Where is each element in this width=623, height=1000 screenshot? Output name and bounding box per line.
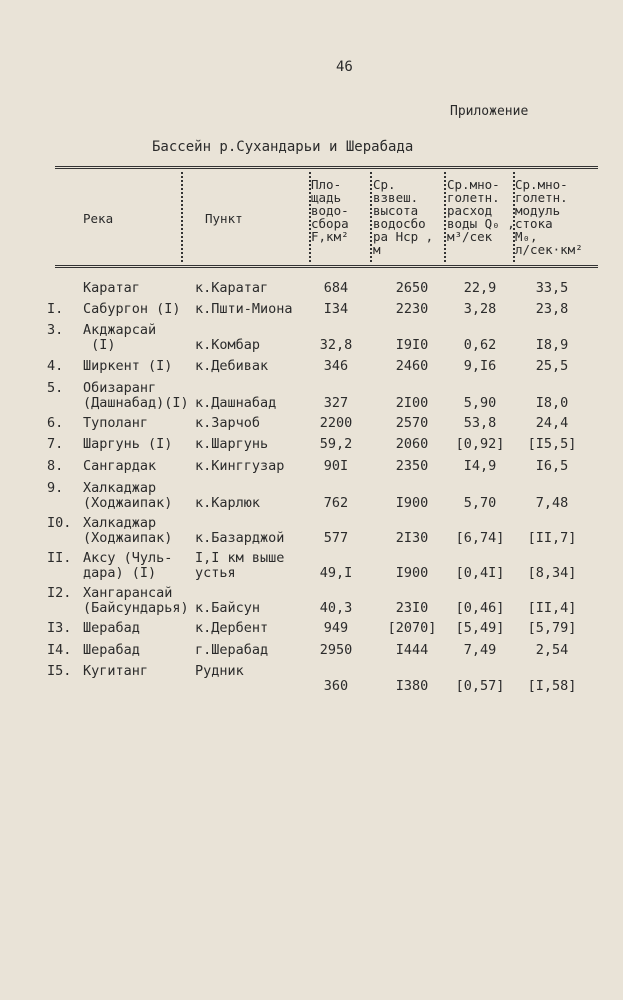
runoff-modulus: [II,7] bbox=[527, 530, 577, 546]
river-name: Шаргунь (I) bbox=[83, 436, 173, 452]
row-number: 3. bbox=[47, 322, 64, 338]
river-name: Сабургон (I) bbox=[83, 301, 181, 317]
mean-height: 2I30 bbox=[395, 530, 429, 546]
mean-discharge: [0,46] bbox=[455, 600, 505, 616]
gauge-point: к.Базарджой bbox=[195, 530, 285, 546]
mean-discharge: [5,49] bbox=[455, 620, 505, 636]
river-name: Шерабад bbox=[83, 620, 140, 636]
runoff-modulus: 7,48 bbox=[535, 495, 569, 511]
catchment-area: 684 bbox=[323, 280, 349, 296]
mean-height: 2350 bbox=[395, 458, 429, 474]
gauge-point: к.Байсун bbox=[195, 600, 261, 616]
runoff-modulus: 25,5 bbox=[535, 358, 569, 374]
catchment-area: 2200 bbox=[319, 415, 353, 431]
header-line: голетн. bbox=[447, 190, 500, 205]
mean-discharge: 22,9 bbox=[463, 280, 497, 296]
header-divider bbox=[513, 172, 515, 262]
header-height bbox=[373, 178, 433, 256]
row-number: 8. bbox=[47, 458, 64, 474]
header-line: водосбо bbox=[373, 216, 426, 231]
catchment-area: 2950 bbox=[319, 642, 353, 658]
row-number: 9. bbox=[47, 480, 64, 496]
mean-height: 2I00 bbox=[395, 395, 429, 411]
mean-height: 2460 bbox=[395, 358, 429, 374]
runoff-modulus: 2,54 bbox=[535, 642, 569, 658]
mean-discharge: 7,49 bbox=[463, 642, 497, 658]
row-number: I5. bbox=[47, 663, 72, 679]
header-line: M₀, bbox=[515, 229, 538, 244]
header-divider bbox=[370, 172, 372, 262]
catchment-area: 59,2 bbox=[319, 436, 353, 452]
mean-height: 2570 bbox=[395, 415, 429, 431]
catchment-area: 49,I bbox=[319, 565, 353, 581]
mean-height: 23I0 bbox=[395, 600, 429, 616]
river-name: Ширкент (I) bbox=[83, 358, 173, 374]
header-line: Пло- bbox=[311, 177, 342, 192]
catchment-area: 346 bbox=[323, 358, 349, 374]
mean-height: 2230 bbox=[395, 301, 429, 317]
header-line: водо- bbox=[311, 203, 349, 218]
header-line: голетн. bbox=[515, 190, 568, 205]
runoff-modulus: [II,4] bbox=[527, 600, 577, 616]
header-line: воды Q₀ , bbox=[447, 216, 515, 231]
row-number: I. bbox=[47, 301, 64, 317]
header-point: Пункт bbox=[205, 211, 243, 226]
gauge-point: к.Дербент bbox=[195, 620, 269, 636]
gauge-point: устья bbox=[195, 565, 236, 581]
river-name: Шерабад bbox=[83, 642, 140, 658]
header-line: Ср.мно- bbox=[515, 177, 568, 192]
header-line: модуль bbox=[515, 203, 561, 218]
runoff-modulus: 33,5 bbox=[535, 280, 569, 296]
mean-height: I900 bbox=[395, 565, 429, 581]
gauge-point: I,I км выше bbox=[195, 550, 285, 566]
river-name: (Ходжаипак) bbox=[83, 495, 173, 511]
mean-discharge: [0,92] bbox=[455, 436, 505, 452]
river-name: (Ходжаипак) bbox=[83, 530, 173, 546]
appendix-label: Приложение bbox=[450, 104, 529, 119]
row-number: I4. bbox=[47, 642, 72, 658]
header-area bbox=[311, 178, 349, 243]
mean-discharge: 5,70 bbox=[463, 495, 497, 511]
runoff-modulus: I6,5 bbox=[535, 458, 569, 474]
runoff-modulus: I8,0 bbox=[535, 395, 569, 411]
header-line: взвеш. bbox=[373, 190, 419, 205]
header-bottom-rule bbox=[55, 265, 598, 268]
river-name: Сангардак bbox=[83, 458, 157, 474]
runoff-modulus: 23,8 bbox=[535, 301, 569, 317]
mean-height: 2060 bbox=[395, 436, 429, 452]
gauge-point: к.Дебивак bbox=[195, 358, 269, 374]
row-number: 4. bbox=[47, 358, 64, 374]
river-name: Акджарсай bbox=[83, 322, 157, 338]
header-divider bbox=[181, 172, 183, 262]
catchment-area: 32,8 bbox=[319, 337, 353, 353]
gauge-point: к.Каратаг bbox=[195, 280, 269, 296]
row-number: I0. bbox=[47, 515, 72, 531]
mean-discharge: 9,I6 bbox=[463, 358, 497, 374]
header-line: м³/сек bbox=[447, 229, 493, 244]
catchment-area: 949 bbox=[323, 620, 349, 636]
gauge-point: Рудник bbox=[195, 663, 244, 679]
header-line: л/сек·км² bbox=[515, 242, 583, 257]
header-line: м bbox=[373, 242, 381, 257]
river-name: Туполанг bbox=[83, 415, 149, 431]
mean-height: I380 bbox=[395, 678, 429, 694]
catchment-area: 577 bbox=[323, 530, 349, 546]
header-line: сбора bbox=[311, 216, 349, 231]
page-number: 46 bbox=[336, 59, 353, 75]
runoff-modulus: [I,58] bbox=[527, 678, 577, 694]
mean-height: I9I0 bbox=[395, 337, 429, 353]
river-name: Хангарансай bbox=[83, 585, 173, 601]
mean-discharge: 53,8 bbox=[463, 415, 497, 431]
runoff-modulus: [I5,5] bbox=[527, 436, 577, 452]
river-name: Халкаджар bbox=[83, 515, 157, 531]
catchment-area: 762 bbox=[323, 495, 349, 511]
header-discharge bbox=[447, 178, 515, 243]
row-number: I2. bbox=[47, 585, 72, 601]
row-number: 7. bbox=[47, 436, 64, 452]
header-river: Река bbox=[83, 211, 114, 226]
mean-discharge: [0,57] bbox=[455, 678, 505, 694]
gauge-point: к.Комбар bbox=[195, 337, 261, 353]
row-number: 6. bbox=[47, 415, 64, 431]
gauge-point: к.Зарчоб bbox=[195, 415, 261, 431]
header-top-rule bbox=[55, 166, 598, 169]
runoff-modulus: [8,34] bbox=[527, 565, 577, 581]
mean-height: [2070] bbox=[387, 620, 437, 636]
gauge-point: к.Кинггузар bbox=[195, 458, 285, 474]
mean-discharge: [0,4I] bbox=[455, 565, 505, 581]
header-line: расход bbox=[447, 203, 493, 218]
gauge-point: к.Дашнабад bbox=[195, 395, 277, 411]
mean-height: I444 bbox=[395, 642, 429, 658]
river-name: Кугитанг bbox=[83, 663, 149, 679]
catchment-area: I34 bbox=[323, 301, 349, 317]
runoff-modulus: I8,9 bbox=[535, 337, 569, 353]
catchment-area: 360 bbox=[323, 678, 349, 694]
gauge-point: г.Шерабад bbox=[195, 642, 269, 658]
mean-discharge: 3,28 bbox=[463, 301, 497, 317]
header-line: F,км² bbox=[311, 229, 349, 244]
row-number: II. bbox=[47, 550, 72, 566]
row-number: I3. bbox=[47, 620, 72, 636]
row-number: 5. bbox=[47, 380, 64, 396]
header-line: Ср. bbox=[373, 177, 396, 192]
runoff-modulus: [5,79] bbox=[527, 620, 577, 636]
runoff-modulus: 24,4 bbox=[535, 415, 569, 431]
mean-discharge: 5,90 bbox=[463, 395, 497, 411]
mean-discharge: 0,62 bbox=[463, 337, 497, 353]
mean-discharge: I4,9 bbox=[463, 458, 497, 474]
gauge-point: к.Шаргунь bbox=[195, 436, 269, 452]
river-name: Каратаг bbox=[83, 280, 140, 296]
river-name: (I) bbox=[83, 337, 116, 353]
river-name: дара) (I) bbox=[83, 565, 157, 581]
gauge-point: к.Карлюк bbox=[195, 495, 261, 511]
catchment-area: 90I bbox=[323, 458, 349, 474]
river-name: (Дашнабад)(I) bbox=[83, 395, 189, 411]
river-name: Аксу (Чуль- bbox=[83, 550, 173, 566]
catchment-area: 327 bbox=[323, 395, 349, 411]
mean-height: I900 bbox=[395, 495, 429, 511]
header-line: стока bbox=[515, 216, 553, 231]
header-line: щадь bbox=[311, 190, 342, 205]
header-line: ра Hср , bbox=[373, 229, 434, 244]
river-name: Халкаджар bbox=[83, 480, 157, 496]
catchment-area: 40,3 bbox=[319, 600, 353, 616]
river-name: Обизаранг bbox=[83, 380, 157, 396]
river-name: (Байсундарья) bbox=[83, 600, 189, 616]
header-modulus bbox=[515, 178, 583, 256]
mean-height: 2650 bbox=[395, 280, 429, 296]
header-divider bbox=[309, 172, 311, 262]
table-title: Бассейн р.Сухандарьи и Шерабада bbox=[152, 139, 414, 155]
gauge-point: к.Пшти-Миона bbox=[195, 301, 293, 317]
mean-discharge: [6,74] bbox=[455, 530, 505, 546]
header-line: высота bbox=[373, 203, 419, 218]
header-line: Ср.мно- bbox=[447, 177, 500, 192]
header-divider bbox=[444, 172, 446, 262]
